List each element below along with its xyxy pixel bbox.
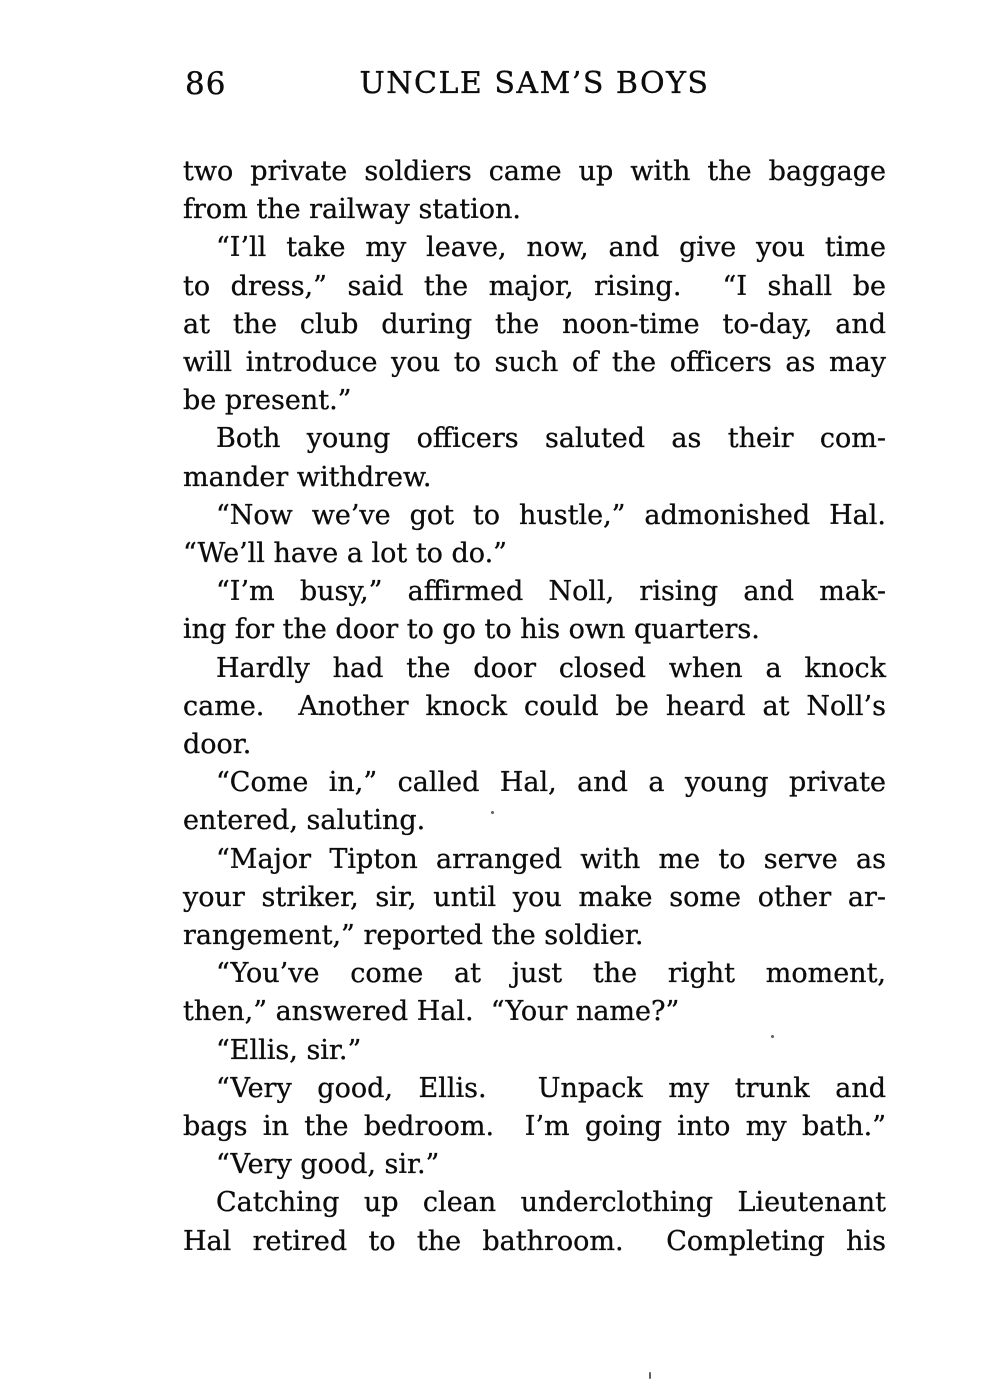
text-line: will introduce you to such of the officers as may	[183, 347, 886, 379]
text-line: two private soldiers came up with the baggage	[183, 156, 886, 187]
page-number: 86	[185, 66, 227, 102]
text-line: “We’ll have a lot to do.”	[183, 538, 507, 570]
text-line: “You’ve come at just the right moment,	[216, 958, 886, 990]
text-line: from the railway station.	[183, 194, 521, 226]
text-line: “I’m busy,” affirmed Noll, rising and mak-	[216, 576, 886, 608]
text-line: mander withdrew.	[183, 461, 432, 493]
text-line: “Now we’ve got to hustle,” admonished Hal.	[216, 499, 886, 531]
page-body	[183, 153, 886, 1261]
text-line: “Very good, sir.”	[216, 1149, 440, 1181]
text-line: came. Another knock could be heard at Noll’s	[183, 690, 886, 722]
text-line: “Come in,” called Hal, and a young private	[216, 767, 886, 799]
text-line: “Very good, Ellis. Unpack my trunk and	[216, 1072, 886, 1104]
page-header	[183, 66, 886, 106]
scan-speck	[649, 1372, 651, 1379]
running-title: UNCLE SAM’S BOYS	[359, 66, 710, 101]
text-line: be present.”	[183, 385, 352, 417]
text-line: your striker, sir, until you make some other ar-	[183, 881, 886, 913]
text-line: Hal retired to the bathroom. Completing his	[183, 1225, 886, 1257]
scan-speck	[491, 811, 494, 814]
text-line: entered, saluting.	[183, 805, 426, 837]
text-line: then,” answered Hal. “Your name?”	[183, 996, 680, 1028]
text-line: Catching up clean underclothing Lieutenant	[216, 1187, 886, 1219]
text-line: Both young officers saluted as their com-	[216, 423, 886, 455]
text-line: rangement,” reported the soldier.	[183, 920, 644, 952]
text-line: at the club during the noon-time to-day, and	[183, 308, 886, 340]
text-line: to dress,” said the major, rising. “I shall be	[183, 270, 886, 302]
text-line: ing for the door to go to his own quarters.	[183, 614, 760, 646]
text-line: “I’ll take my leave, now, and give you time	[216, 232, 886, 264]
text-line: “Ellis, sir.”	[216, 1034, 362, 1066]
text-line: Hardly had the door closed when a knock	[216, 652, 886, 684]
text-line: door.	[183, 729, 252, 761]
text-line: bags in the bedroom. I’m going into my bath.”	[183, 1111, 886, 1143]
text-line: “Major Tipton arranged with me to serve as	[216, 843, 886, 875]
scan-speck	[771, 1035, 774, 1038]
